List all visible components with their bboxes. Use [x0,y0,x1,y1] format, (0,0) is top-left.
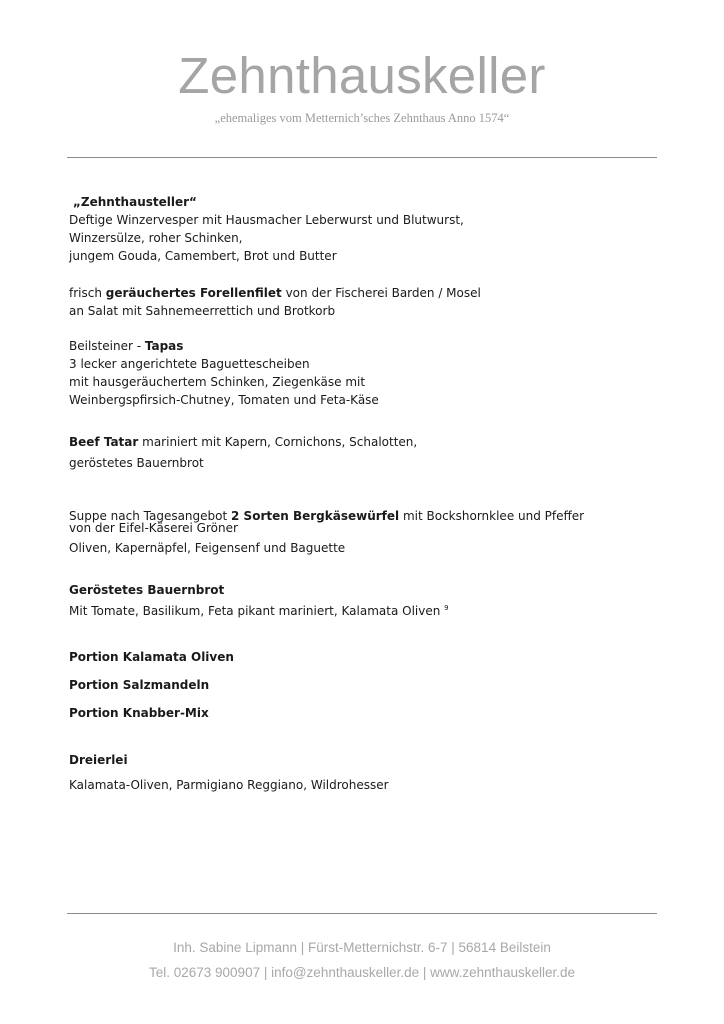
footer-contact: Tel. 02673 900907 | info@zehnthauskeller.de | www.zehnthauskeller.de [148,965,575,980]
item-description: an Salat mit Sahnemeerrettich und Brotkorb [69,304,336,318]
item-description: geröstetes Bauernbrot [69,456,204,470]
item-description: jungem Gouda, Camembert, Brot und Butter [69,249,337,263]
item-name: geräuchertes Forellenfilet [105,286,282,300]
menu-item-beef-tatar [69,432,669,474]
item-name: Portion Knabber-Mix [69,706,209,720]
menu-item-portion-knabber-mix [69,704,669,722]
item-description: Deftige Winzervesper mit Hausmacher Leberwurst und Blutwurst, [69,213,464,227]
footnote-marker: 9 [444,604,449,612]
menu-item-suppe [69,507,669,557]
item-description: Mit Tomate, Basilikum, Feta pikant mariniert, Kalamata Oliven [69,604,445,618]
item-name: 2 Sorten Bergkäsewürfel [231,509,400,523]
menu-item-forellenfilet [69,284,669,320]
item-name: „Zehnthausteller“ [73,195,197,209]
item-description: Kalamata-Oliven, Parmigiano Reggiano, Wildrohesser [69,778,389,792]
item-name: Geröstetes Bauernbrot [69,583,225,597]
menu-item-zehnthausteller [69,193,669,265]
item-prefix: Suppe nach Tagesangebot [69,509,232,523]
item-description: Weinbergspfirsich-Chutney, Tomaten und Feta-Käse [69,393,379,407]
footer-address: Inh. Sabine Lipmann | Fürst-Metternichstr. 6-7 | 56814 Beilstein [173,940,551,955]
item-prefix: Beilsteiner - [69,339,145,353]
item-name: Portion Salzmandeln [69,678,210,692]
item-suffix: mariniert mit Kapern, Cornichons, Schalotten, [138,435,418,449]
menu-item-portion-salzmandeln [69,676,669,694]
item-suffix: mit Bockshornklee und Pfeffer [399,509,585,523]
menu-item-dreierlei [69,751,669,794]
menu-item-portion-oliven [69,648,669,666]
item-suffix: von der Fischerei Barden / Mosel [281,286,481,300]
item-description: Winzersülze, roher Schinken, [69,231,243,245]
item-name: Tapas [144,339,184,353]
restaurant-subtitle: „ehemaliges vom Metternich’sches Zehnthaus Anno 1574“ [214,111,510,125]
header-divider [67,157,657,158]
item-name: Beef Tatar [69,435,139,449]
restaurant-title: Zehnthauskeller [178,47,546,104]
menu-item-bauernbrot [69,581,669,620]
item-description: Oliven, Kapernäpfel, Feigensenf und Baguette [69,541,346,555]
menu-item-tapas [69,337,669,409]
item-name: Portion Kalamata Oliven [69,650,234,664]
item-description: mit hausgeräuchertem Schinken, Ziegenkäse mit [69,375,366,389]
item-prefix: frisch [69,286,106,300]
footer-divider [67,913,657,914]
item-name: Dreierlei [69,753,128,767]
item-description: 3 lecker angerichtete Baguettescheiben [69,357,310,371]
item-description: von der Eifel-Käserei Gröner [69,521,238,535]
